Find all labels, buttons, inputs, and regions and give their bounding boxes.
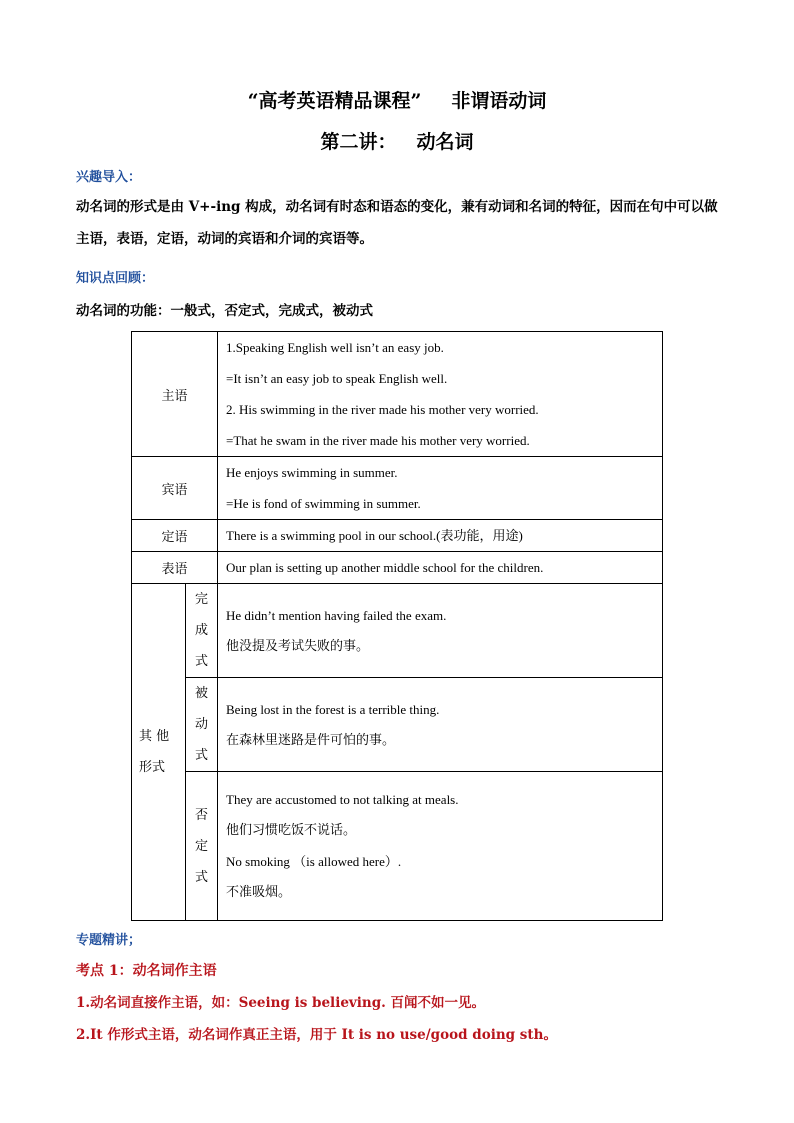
intro-paragraph: 动名词的形式是由 V+-ing 构成，动名词有时态和语态的变化，兼有动词和名词的特征，因而在句中可以做主语，表语，定语，动词的宾语和介词的宾语等。 [76,199,718,247]
form-name-cell [186,584,218,678]
document-title [0,86,794,113]
focus-point-1: 考点 1：动名词作主语 [76,963,217,979]
form-char: 式 [195,869,209,885]
example-line: They are accustomed to not talking at meals. [226,792,459,807]
example-line: 2. His swimming in the river made his mother very worried. [226,402,539,417]
table-row [132,457,663,520]
role-cell: 表语 [132,552,218,584]
role-cell: 宾语 [132,457,218,520]
form-char: 否 [195,807,209,823]
example-line: There is a swimming pool in our school.(表功能，用途) [226,528,523,543]
form-char: 式 [195,748,209,763]
example-cell [218,584,663,678]
title-course: “高考英语精品课程” [247,90,422,112]
example-cell [218,552,663,584]
table-row [132,332,663,457]
gerund-function-table [131,331,663,921]
role-cell: 定语 [132,520,218,552]
role-cell: 主语 [132,332,218,457]
form-char: 动 [195,717,209,732]
example-line: 他没提及考试失败的事。 [226,638,370,654]
table-row [132,678,663,772]
example-line: 在森林里迷路是件可怕的事。 [226,732,396,748]
table-row [132,520,663,552]
form-char: 定 [195,838,209,854]
form-char: 被 [195,686,209,701]
other-forms-label [132,584,186,921]
form-name-cell [186,678,218,772]
example-cell [218,332,663,457]
example-line: He enjoys swimming in summer. [226,465,398,480]
example-line: No smoking （is allowed here）. [226,854,402,869]
example-line: 他们习惯吃饭不说话。 [226,823,357,838]
title-topic: 非谓语动词 [451,90,547,112]
form-char: 完 [195,592,209,607]
intro-heading: 兴趣导入： [76,170,142,185]
focus-heading: 专题精讲； [76,933,142,948]
document-subtitle [0,127,794,154]
form-char: 成 [195,623,209,638]
example-line: Being lost in the forest is a terrible thing. [226,701,440,717]
example-cell [218,520,663,552]
example-line: =That he swam in the river made his mother very worried. [226,433,530,448]
example-cell [218,457,663,520]
form-char: 式 [195,654,209,669]
table-row [132,584,663,678]
example-line: =He is fond of swimming in summer. [226,496,421,511]
example-line: 1.Speaking English well isn’t an easy job. [226,340,444,355]
example-cell [218,678,663,772]
example-line: He didn’t mention having failed the exam. [226,607,447,623]
review-subheading: 动名词的功能：一般式，否定式，完成式，被动式 [76,303,373,319]
review-heading: 知识点回顾： [76,271,155,286]
form-name-cell [186,772,218,921]
focus-item-1: 1.动名词直接作主语，如：Seeing is believing. 百闻不如一见。 [76,995,486,1011]
focus-item-2: 2.It 作形式主语，动名词作真正主语，用于 It is no use/good doing sth。 [76,1027,557,1043]
example-cell [218,772,663,921]
subtitle-topic: 动名词 [416,131,474,153]
other-forms-label-line: 其 他 [139,729,170,744]
other-forms-label-line: 形式 [139,760,166,775]
table-row [132,772,663,921]
example-line: 不准吸烟。 [226,885,292,900]
example-line: =It isn’t an easy job to speak English well. [226,371,448,386]
table-row [132,552,663,584]
example-line: Our plan is setting up another middle school for the children. [226,560,544,575]
subtitle-lecture: 第二讲： [320,131,397,153]
